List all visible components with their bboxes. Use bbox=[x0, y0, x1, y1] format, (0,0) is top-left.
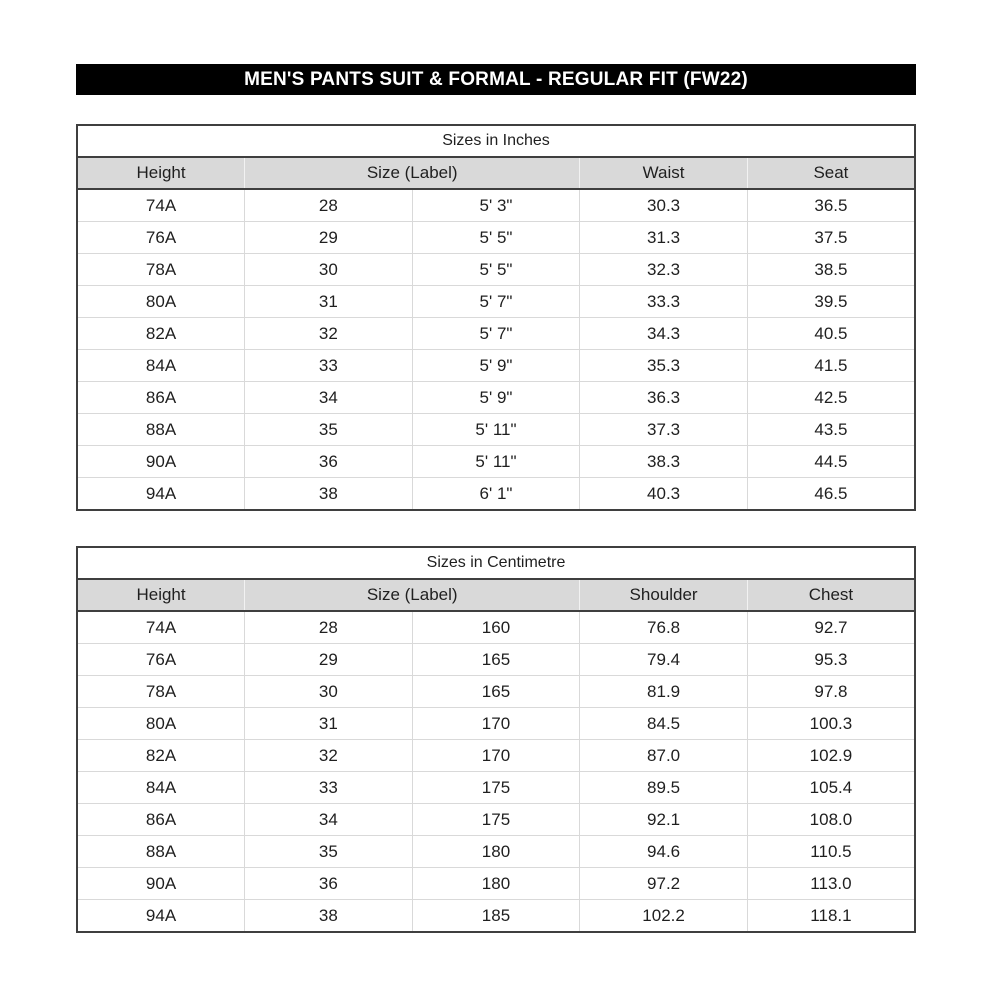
table-cell: 80A bbox=[77, 708, 245, 740]
table-cell: 76A bbox=[77, 222, 245, 254]
table-cell: 82A bbox=[77, 740, 245, 772]
table-cell: 88A bbox=[77, 414, 245, 446]
table-caption-row bbox=[77, 547, 915, 579]
table-cell: 84A bbox=[77, 772, 245, 804]
table-cell: 36.3 bbox=[580, 382, 748, 414]
table-cell: 100.3 bbox=[747, 708, 915, 740]
column-header: Height bbox=[77, 579, 245, 611]
table-row bbox=[77, 254, 915, 286]
table-cell: 94A bbox=[77, 900, 245, 933]
table-cell: 34.3 bbox=[580, 318, 748, 350]
table-cell: 102.9 bbox=[747, 740, 915, 772]
table-cell: 38 bbox=[245, 478, 413, 511]
table-cell: 94A bbox=[77, 478, 245, 511]
table-cell: 31 bbox=[245, 286, 413, 318]
table-cell: 76.8 bbox=[580, 611, 748, 644]
table-row bbox=[77, 740, 915, 772]
table-row bbox=[77, 676, 915, 708]
table-cell: 37.3 bbox=[580, 414, 748, 446]
table-cell: 36.5 bbox=[747, 189, 915, 222]
document-title-bar bbox=[76, 64, 916, 95]
table-cell: 92.7 bbox=[747, 611, 915, 644]
table-cell: 34 bbox=[245, 804, 413, 836]
table-cell: 40.5 bbox=[747, 318, 915, 350]
table-cell: 40.3 bbox=[580, 478, 748, 511]
table-cell: 43.5 bbox=[747, 414, 915, 446]
table-cell: 6' 1" bbox=[412, 478, 580, 511]
column-header: Shoulder bbox=[580, 579, 748, 611]
table-cell: 76A bbox=[77, 644, 245, 676]
column-header: Size (Label) bbox=[245, 157, 580, 189]
table-cell: 95.3 bbox=[747, 644, 915, 676]
column-header: Size (Label) bbox=[245, 579, 580, 611]
table-cell: 41.5 bbox=[747, 350, 915, 382]
table-caption: Sizes in Inches bbox=[77, 125, 915, 157]
table-cell: 37.5 bbox=[747, 222, 915, 254]
table-cell: 108.0 bbox=[747, 804, 915, 836]
table-cell: 28 bbox=[245, 611, 413, 644]
table-cell: 38 bbox=[245, 900, 413, 933]
table-cell: 36 bbox=[245, 868, 413, 900]
table-cell: 81.9 bbox=[580, 676, 748, 708]
column-header: Waist bbox=[580, 157, 748, 189]
table-cell: 86A bbox=[77, 804, 245, 836]
table-cell: 82A bbox=[77, 318, 245, 350]
sizes-in-centimetre-table bbox=[76, 546, 916, 933]
table-cell: 97.2 bbox=[580, 868, 748, 900]
table-cell: 180 bbox=[412, 836, 580, 868]
table-cell: 30 bbox=[245, 676, 413, 708]
sizes-in-inches-table bbox=[76, 124, 916, 511]
table-cell: 30 bbox=[245, 254, 413, 286]
column-header: Seat bbox=[747, 157, 915, 189]
table-cell: 185 bbox=[412, 900, 580, 933]
table-cell: 90A bbox=[77, 868, 245, 900]
column-header: Height bbox=[77, 157, 245, 189]
table-cell: 74A bbox=[77, 611, 245, 644]
table-header-row bbox=[77, 579, 915, 611]
column-header: Chest bbox=[747, 579, 915, 611]
table-row bbox=[77, 414, 915, 446]
table-cell: 5' 7" bbox=[412, 286, 580, 318]
table-cell: 165 bbox=[412, 676, 580, 708]
table-cell: 35.3 bbox=[580, 350, 748, 382]
document-title: MEN'S PANTS SUIT & FORMAL - REGULAR FIT (FW22) bbox=[244, 68, 748, 90]
table-cell: 180 bbox=[412, 868, 580, 900]
table-cell: 87.0 bbox=[580, 740, 748, 772]
table-cell: 32.3 bbox=[580, 254, 748, 286]
table-cell: 113.0 bbox=[747, 868, 915, 900]
table-cell: 165 bbox=[412, 644, 580, 676]
table-cell: 175 bbox=[412, 804, 580, 836]
table-cell: 78A bbox=[77, 254, 245, 286]
table-cell: 78A bbox=[77, 676, 245, 708]
table-cell: 90A bbox=[77, 446, 245, 478]
table-cell: 74A bbox=[77, 189, 245, 222]
table-cell: 5' 5" bbox=[412, 254, 580, 286]
table-cell: 5' 9" bbox=[412, 382, 580, 414]
table-cell: 84.5 bbox=[580, 708, 748, 740]
table-cell: 33 bbox=[245, 350, 413, 382]
table-cell: 33 bbox=[245, 772, 413, 804]
table-cell: 102.2 bbox=[580, 900, 748, 933]
table-cell: 38.5 bbox=[747, 254, 915, 286]
table-cell: 31.3 bbox=[580, 222, 748, 254]
table-row bbox=[77, 772, 915, 804]
table-row bbox=[77, 478, 915, 511]
table-row bbox=[77, 318, 915, 350]
table-cell: 5' 11" bbox=[412, 414, 580, 446]
table-row bbox=[77, 189, 915, 222]
table-cell: 29 bbox=[245, 644, 413, 676]
table-cell: 28 bbox=[245, 189, 413, 222]
table-cell: 105.4 bbox=[747, 772, 915, 804]
table-cell: 30.3 bbox=[580, 189, 748, 222]
table-cell: 32 bbox=[245, 318, 413, 350]
table-row bbox=[77, 382, 915, 414]
table-cell: 44.5 bbox=[747, 446, 915, 478]
table-cell: 32 bbox=[245, 740, 413, 772]
table-cell: 35 bbox=[245, 836, 413, 868]
table-cell: 160 bbox=[412, 611, 580, 644]
table-caption-row bbox=[77, 125, 915, 157]
table-cell: 80A bbox=[77, 286, 245, 318]
table-cell: 92.1 bbox=[580, 804, 748, 836]
table-row bbox=[77, 836, 915, 868]
table-cell: 5' 3" bbox=[412, 189, 580, 222]
table-cell: 94.6 bbox=[580, 836, 748, 868]
table-cell: 34 bbox=[245, 382, 413, 414]
table-row bbox=[77, 644, 915, 676]
table-row bbox=[77, 868, 915, 900]
table-cell: 5' 7" bbox=[412, 318, 580, 350]
table-cell: 39.5 bbox=[747, 286, 915, 318]
table-row bbox=[77, 286, 915, 318]
table-cell: 110.5 bbox=[747, 836, 915, 868]
table-cell: 84A bbox=[77, 350, 245, 382]
table-cell: 35 bbox=[245, 414, 413, 446]
table-cell: 42.5 bbox=[747, 382, 915, 414]
table-cell: 5' 5" bbox=[412, 222, 580, 254]
table-cell: 88A bbox=[77, 836, 245, 868]
table-cell: 29 bbox=[245, 222, 413, 254]
table-row bbox=[77, 222, 915, 254]
table-cell: 170 bbox=[412, 708, 580, 740]
table-cell: 5' 11" bbox=[412, 446, 580, 478]
table-cell: 36 bbox=[245, 446, 413, 478]
table-cell: 97.8 bbox=[747, 676, 915, 708]
table-cell: 118.1 bbox=[747, 900, 915, 933]
table-cell: 89.5 bbox=[580, 772, 748, 804]
table-cell: 38.3 bbox=[580, 446, 748, 478]
table-row bbox=[77, 350, 915, 382]
table-cell: 46.5 bbox=[747, 478, 915, 511]
table-row bbox=[77, 708, 915, 740]
table-row bbox=[77, 900, 915, 933]
table-cell: 175 bbox=[412, 772, 580, 804]
table-cell: 79.4 bbox=[580, 644, 748, 676]
table-row bbox=[77, 611, 915, 644]
table-caption: Sizes in Centimetre bbox=[77, 547, 915, 579]
table-row bbox=[77, 804, 915, 836]
table-cell: 31 bbox=[245, 708, 413, 740]
table-cell: 33.3 bbox=[580, 286, 748, 318]
table-cell: 5' 9" bbox=[412, 350, 580, 382]
table-cell: 170 bbox=[412, 740, 580, 772]
table-cell: 86A bbox=[77, 382, 245, 414]
table-header-row bbox=[77, 157, 915, 189]
table-row bbox=[77, 446, 915, 478]
